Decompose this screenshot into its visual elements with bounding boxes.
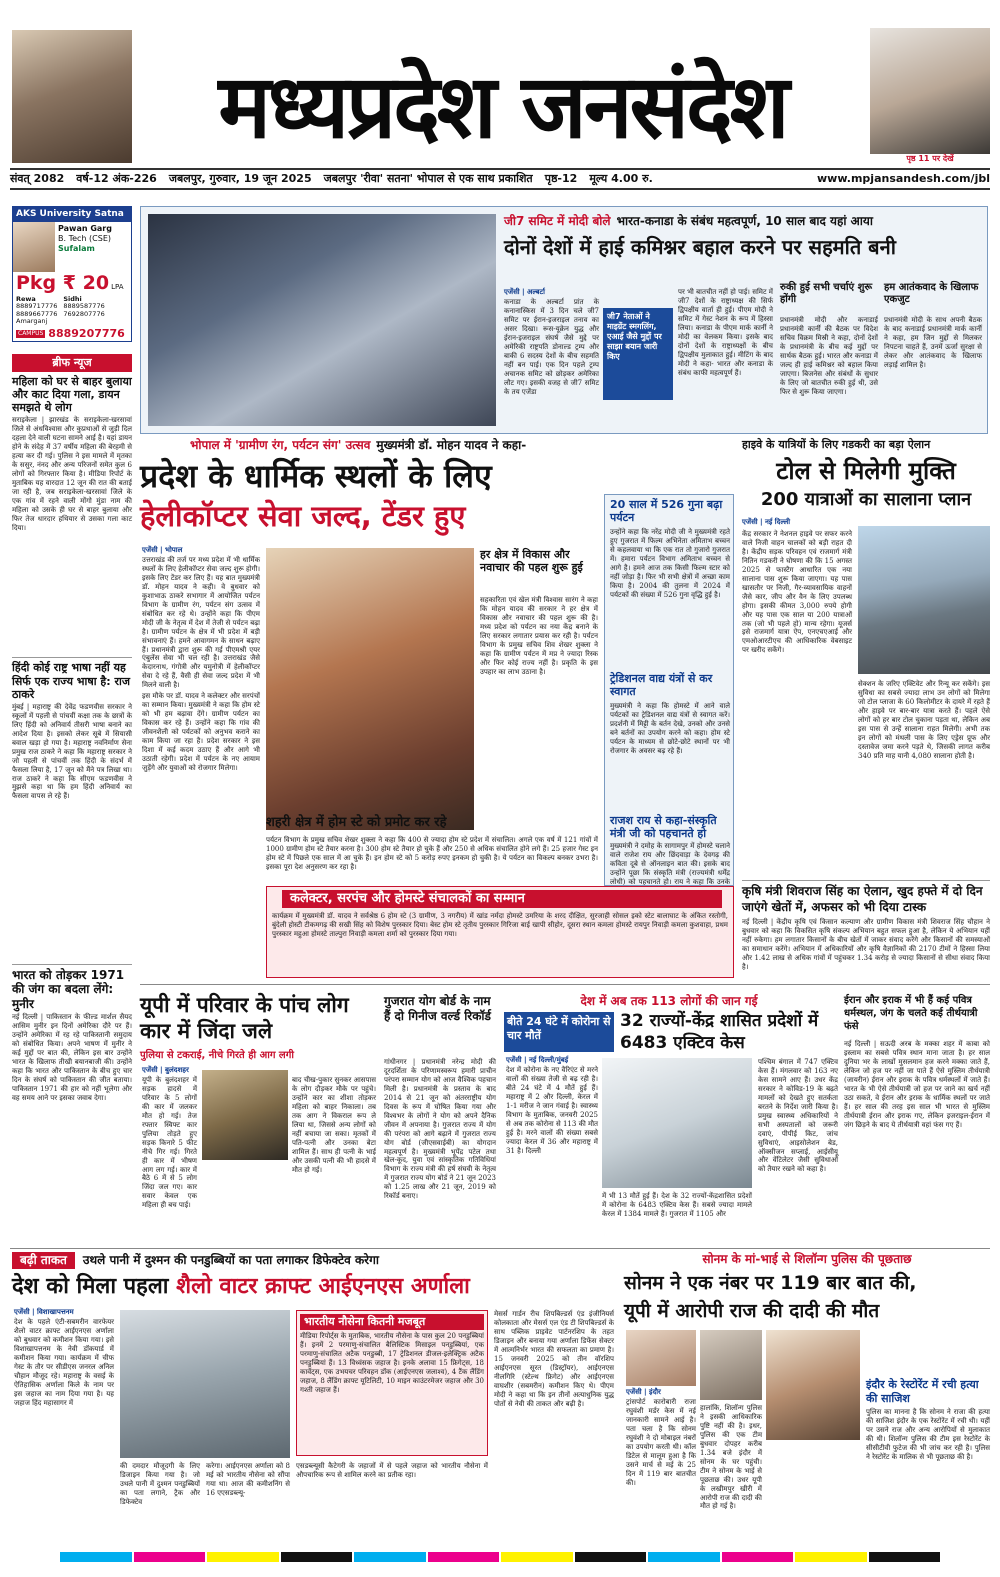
heli-dateline: एजेंसी | भोपाल	[142, 546, 183, 554]
iran-text: नई दिल्ली | सऊदी अरब के मक्का शहर में काबा को इस्लाम का सबसे पवित्र स्थान माना जाता है। हर साल दुनिया भर के लाखों मुसलमान हज करने मक्का जाते हैं, लेकिन जो हज पर नहीं जा पाते हैं ऐसे मुस्लिम तीर्थयात्री (जायरीन) ईरान और इराक के पवित्र धर्मस्थलों में जाते हैं। भारत के भी ऐसे तीर्थयात्री जो हज पर जाने का खर्च नहीं उठा सकते, वे ईरान और इराक के धार्मिक स्थलों पर जाते हैं। हर साल की तरह इस साल भी भारत से मुस्लिम तीर्थयात्री ईरान और इराक गए, लेकिन इजराइल-ईरान में जंग छिड़ने के बाद ये तीर्थयात्री वहां फंस गए हैं।	[844, 1040, 990, 1129]
heli-kicker-1: भोपाल में 'ग्रामीण रंग, पर्यटन संग' उत्सव	[190, 438, 371, 452]
sonam-dateline: एजेंसी | इंदौर	[626, 1388, 661, 1396]
navy-info-text: मीडिया रिपोर्ट्स के मुताबिक, भारतीय नौसेना के पास कुल 20 पनडुब्बियां हैं। इनमें 2 परमाणु-संचालित बैलिस्टिक मिसाइल पनडुब्बियां, एक परमाणु-संचालित अटैक पनडुब्बी, 17 ट्रेडिशनल डीजल-इलेक्ट्रिक अटैक पनडुब्बियां हैं। 13 विध्वंसक जहाज है। इनके अलावा 15 फ्रिगेट्स, 18 कार्वेट्स, एक उभयचर परिवहन डॉक (आईएनएस जलाश्व), 4 टैंक लैंडिंग जहाज, 8 लैंडिंग क्राफ्ट यूटिलिटी, 10 माइन काउंटरमेजर जहाज और 30 गश्ती जहाज हैं।	[300, 1332, 484, 1394]
navy-col-5: मेसर्स गार्डन रीच शिपबिल्डर्स एंड इंजीनियर्स कोलकाता और मेसर्स एल एंड टी शिपबिल्डर्स के साथ पब्लिक प्राइवेट पार्टनरशिप के तहत डिजाइन और बनाया गया अर्णाला डिफेंस सेक्टर में आत्मनिर्भर भारत की सफलता का प्रमाण है। 15 जनवरी 2025 को तीन वॉरशिप आईएनएस सूरत (डिस्ट्रॉयर), आईएनएस नीलगिरि (स्टेल्थ फ्रिगेट) और आईएनएस वाघशीर (सबमरीन) कमीशन किए थे। पीएम मोदी ने कहा था कि इन तीनों अत्याधुनिक युद्ध पोतों से नेवी की ताकत और बढ़ी है।	[494, 1310, 614, 1408]
ad-phone2b: 7692807776	[63, 309, 105, 318]
ad-package: Pkg ₹ 20	[16, 272, 110, 295]
up-dateline: एजेंसी | बुलंदशहर	[142, 1066, 189, 1074]
navy-headline-1: देश को मिला पहला	[12, 1274, 169, 1299]
tourism-box2-text: मुख्यमंत्री ने कहा कि होमस्टे में आने वाले पर्यटकों का ट्रेडिशनल वाद्य यंत्रों से स्वागत करें। प्रदर्शनी में मिट्टी के बर्तन देखे, उनको और उनसे बने बर्तनों का उपयोग करने को कहा। होम स्टे पर्यटन के माध्यम से छोटे-छोटे स्थानों पर भी रोजगार के अवसर बढ़ रहे हैं।	[610, 702, 730, 755]
navy-kicker-row	[12, 1252, 616, 1269]
brief-headline-1: महिला को घर से बाहर बुलाया और काट दिया गला, डायन समझते थे लोग	[12, 374, 132, 415]
ad-phone1b: 8889667776	[16, 309, 58, 318]
heli-photo-caption: शहरी क्षेत्र में होम स्टे को प्रमोट कर रहे	[266, 815, 447, 830]
toll-col-1: केंद्र सरकार ने नेशनल हाइवे पर सफर करने वाले निजी वाहन चालकों को बड़ी राहत दी है। केंद्रीय सड़क परिवहन एवं राजमार्ग मंत्री नितिन गडकरी ने घोषणा की कि 15 अगस्त 2025 से फास्टैग आधारित एक नया सालाना पास शुरू किया जाएगा। यह पास खासतौर पर निजी, गैर-व्यावसायिक वाहनों जैसे कार, जीप और वैन के लिए उपलब्ध होगा। इसकी कीमत 3,000 रुपये होगी और यह पास एक साल या 200 यात्राओं तक (जो भी पहले हो) मान्य रहेगा। यूजर्स इसे राजमार्ग यात्रा ऐप, एनएचएआई और एमओआरटीएच की आधिकारिक वेबसाइट पर खरीद सकेंगे।	[742, 530, 852, 655]
up-fire-photo	[202, 1070, 288, 1160]
covid-col-1: देश में कोरोना के नए वैरिएंट से मरने वालों की संख्या तेजी से बढ़ रही है। बीते 24 घंटे में 4 मौतें हुई हैं। महाराष्ट्र में 2 और दिल्ली, केरल में 1-1 मरीज ने जान गंवाई है। स्वास्थ्य विभाग के मुताबिक, जनवरी 2025 से अब तक कोरोना से 113 की मौत हुई है। मरने वालों की संख्या सबसे ज्यादा केरल में 36 और महाराष्ट्र में 31 है। दिल्ली	[506, 1066, 598, 1155]
sonam-inset-photo	[766, 1330, 860, 1440]
heli-mid-text: सहकारिता एवं खेल मंत्री विश्वास सारंग ने कहा कि मोहन यादव की सरकार ने हर क्षेत्र में विकास और नवाचार की पहल शुरू की है। मध्य प्रदेश को पर्यटन का नया केंद्र बनाने के लिए सरकार लगातार प्रयास कर रही है। पर्यटन विभाग के प्रमुख सचिव शिव शेखर शुक्ला ने कहा कि ग्रामीण पर्यटन में मप्र ने ज्यादा रिस्क और फिर कोई राज्य नहीं है। प्रकृति के इस उपहार का लाभ उठाना है।	[480, 596, 598, 676]
up-col-2: बाद चीख-पुकार सुनकर आसपास के लोग दौड़कर मौके पर पहुंचे। उन्होंने कार का शीशा तोड़कर महिला को बाहर निकाला। तब तक आग ने विकराल रूप ले लिया था, जिससे अन्य लोगों को नहीं बचाया जा सका। मृतकों में पति-पत्नी और उनका बेटा शामिल हैं। साथ ही पत्नी के भाई और उसकी पत्नी की भी हादसे में मौत हो गई।	[292, 1076, 376, 1174]
brief-news-column	[12, 354, 132, 1242]
heli-body-3: पर्यटन विभाग के प्रमुख सचिव शेखर शुक्ला ने कहा कि 400 से ज्यादा होम स्टे प्रदेश में संचालित। अगले एक वर्ष में 121 गांवों में 1000 ग्रामीण होम स्टे तैयार करना है। 300 होम स्टे तैयार हो चुके हैं और 250 से अधिक संचालित होने लगे हैं। 25 हजार गेस्ट इन होम स्टे में पिछले एक साल में आ चुके हैं। इन होम स्टे को 5 करोड़ रुपए इनकम हो चुकी है। ये पर्यटन का विकल्प बनकर उभरा है। इसका पूरा देश अनुसरण कर रहा है।	[266, 836, 598, 871]
dateline-price: मूल्य 4.00 रु.	[589, 172, 653, 186]
navy-info-headline: भारतीय नौसेना कितनी मजबूत	[300, 1314, 484, 1330]
ad-student-photo	[13, 222, 55, 272]
ad-university: AKS University Satna	[13, 207, 131, 222]
sonam-headline-1: सोनम ने एक नंबर पर 119 बार बात की,	[624, 1272, 917, 1294]
heli-headline-1: प्रदेश के धार्मिक स्थलों के लिए	[140, 457, 492, 495]
ad-package-unit: LPA	[111, 283, 124, 292]
yoga-headline: गुजरात योग बोर्ड के नाम हैं दो गिनीज वर्ल्ड रिकॉर्ड	[384, 994, 491, 1023]
dateline-editions: जबलपुर 'रीवा' सतना' भोपाल से एक साथ प्रकाशित	[323, 172, 533, 186]
university-ad[interactable]	[12, 206, 132, 342]
brief-news-header: ब्रीफ न्यूज	[12, 354, 132, 372]
navy-kicker: बढ़ी ताकत	[12, 1252, 75, 1269]
covid-headline: 32 राज्यों-केंद्र शासित प्रदेशों में 6483 एक्टिव केस	[620, 1011, 819, 1053]
brief-text-1: सराइकेला | झारखंड के सराइकेला-खरसावां जिले से अंधविश्वास और कुप्रथाओं से जुड़ी दिल दहला देने वाली घटना सामने आई है। यहां डायन होने के संदेह में 37 वर्षीय महिला की बेरहमी से हत्या कर दी गई। पुलिस ने इस मामले में मृतका के ससुर, नंनद और अन्य परिजनों समेत कुल 6 लोगों को गिरफ्तार किया है। मीडिया रिपोर्ट के मुताबिक यह वारदात 12 जून की रात की बताई जा रही है, जब सराइकेला-खरसावां जिले के एक गांव में रहने वाली मोंगो मुंडा नाम की महिला को उसके ही घर से बाहर बुलाया और फिर तेज धारदार हथियार से उसका गला काट दिया।	[12, 416, 132, 532]
yoga-text: गांधीनगर | प्रधानमंत्री नरेन्द्र मोदी की दूरदर्शिता के परिणामस्वरूप हमारी प्राचीन परंपरा सम्मान योग को आज वैश्विक पहचान मिली है। प्रधानमंत्री के प्रस्ताव के बाद 2014 से 21 जून को अंतरराष्ट्रीय योग दिवस के रूप में घोषित किया गया और विश्वभर के लोगों ने योग को अपने दैनिक जीवन में अपनाया है। गुजरात राज्य में योग की परंपरा को आगे बढ़ाने में गुजरात राज्य योग बोर्ड (जीएसवाईबी) का योगदान महत्वपूर्ण है। मुख्यमंत्री भूपेंद्र पटेल तथा खेल-कूद, युवा एवं सांस्कृतिक गतिविधियां विभाग के राज्य मंत्री की हर्ष संघवी के नेतृत्व में गुजरात राज्य योग बोर्ड ने 21 जून 2023 को 1.25 लाख और 21 जून, 2019 को रिकॉर्ड बनाए।	[384, 1058, 496, 1201]
heli-event-photo	[266, 548, 474, 830]
navy-kicker-text: उथले पानी में दुश्मन की पनडुब्बियों का पता लगाकर डिफेक्टेव करेगा	[82, 1253, 379, 1267]
dateline-bar	[10, 168, 990, 190]
ad-city1: Rewa	[16, 295, 36, 303]
g7-col-2: पर भी बातचीत नहीं हो पाई। समिट में जी7 देशों के राष्ट्राध्यक्ष की सिर्फ द्विपक्षीय वार्ता ही हुई। पीएम मोदी ने समिट में गेस्ट नेशन के रूप में हिस्सा लिया। कनाडा के पीएम मार्क कार्नी ने मोदी का वेलकम किया। इसके बाद दोनों देशों के राष्ट्राध्यक्षों के बीच द्विपक्षीय मुलाकात हुई। मीटिंग के बाद मोदी ने कहा- भारत और कनाडा के संबंध काफी महत्वपूर्ण हैं।	[678, 288, 773, 377]
toll-kicker: हाइवे के यात्रियों के लिए गडकरी का बड़ा ऐलान	[742, 438, 931, 451]
iran-headline: ईरान और इराक में भी हैं कई पवित्र धर्मस्थल, जंग के चलते कई तीर्थयात्री फंसे	[844, 995, 978, 1032]
g7-side-headline: रुकी हुई सभी चर्चाएं शुरू होंगी	[780, 282, 873, 305]
navy-headline-row	[12, 1272, 616, 1302]
sonam-side-headline: इंदौर के रेस्टोरेंट में रची हत्या की साजिश	[866, 1378, 979, 1405]
print-color-bar	[60, 1552, 940, 1562]
tourism-box3-text: मुख्यमंत्री ने दमोह के सागामपुर में होमस्टे चलाने वाले राजेश राय और छिंदवाड़ा के देवगढ़ की कविता दूबे से ऑनलाइन बात की। इसके बाद उन्होंने पूछा कि संस्कृति मंत्री (राज्यमंत्री धर्मेंद्र लोधी) को पहचानते हो। राय ने कहा कि उनके	[610, 842, 730, 887]
tourism-box-headline: 20 साल में 526 गुना बढ़ा पर्यटन	[610, 498, 723, 525]
dateline-place-date: जबलपुर, गुरुवार, 19 जून 2025	[168, 172, 312, 186]
tourism-box3-headline: राजश राय से कहा-संस्कृति मंत्री जी को पहचानते हो मुख्यमंत्री ने दमोह के सागामपुर में होमस्टे चलाने वाले राजेश राय और छिंदवाड़ा के देवगढ़ की कविता दूबे से ऑनलाइन बात की। इसके बाद उन्होंने पूछा कि संस्कृति मंत्री (राज्यमंत्री धर्मेंद्र लोधी) को पहचानते हो। राय ने कहा कि उनके	[610, 814, 730, 887]
toll-headline-1: टोल से मिलेगी मुक्ति	[776, 457, 956, 485]
heli-kicker-row	[190, 438, 735, 453]
tourism-box-text: उन्होंने कहा कि नरेंद्र मोदी जी ने मुख्यमंत्री रहते हुए गुजरात में फिल्म अभिनेता अमिताभ बच्चन से कहलवाया था कि एक रात तो गुजारो गुजरात में। हमारा पर्यटन विभाग अमिताभ बच्चन से आगे है। हमने आज तक किसी फिल्म स्टार को नहीं जोड़ा है। फिर भी सभी क्षेत्रों में अच्छा काम किया है। 2004 की तुलना में 2024 में पर्यटकों की संख्या में 526 गुना वृद्धि हुई है।	[610, 528, 730, 599]
navy-col-3: करेगा। आईएनएस अर्णाला को 8 मई को भारतीय नौसेना को सौंपा गया था। आज की कमीशनिंग से 16 एएसडब्ल्यू-	[206, 1462, 290, 1497]
g7-dateline: एजेंसी | अल्बर्टा	[504, 288, 545, 296]
toll-col-2: सेक्शन के जरिए एक्टिवेट और रिन्यू कर सकेंगे। इस सुविधा का सबसे ज्यादा लाभ उन लोगों को मिलेगा जो टोल प्लाजा के 60 किलोमीटर के दायरे में रहते हैं और हाइवे पर बार-बार यात्रा करते हैं। पहले ऐसे लोगों को हर बार टोल चुकाना पड़ता था, लेकिन अब इस पास से उन्हें सालाना राहत मिलेगी। अभी तक इन लोगों को मंथली पास के लिए एड्रेस प्रूफ और दस्तावेज जमा करने पड़ते थे, जिसकी लागत करीब 340 प्रति माह यानी 4,080 सालाना होती है।	[858, 680, 990, 760]
dateline-issue: वर्ष-12 अंक-226	[76, 172, 157, 186]
sonam-headline-2: यूपी में आरोपी राज की दादी की मौत	[624, 1300, 880, 1322]
g7-kicker-row	[504, 214, 982, 229]
masthead-left-photo	[12, 30, 132, 163]
up-col-1: यूपी के बुलंदशहर में सड़क हादसे में परिवार के 5 लोगों की कार में जलकर मौत हो गई। तेज रफ्तार स्विफ्ट कार पुलिया तोड़ते हुए सड़क किनारे 5 फीट नीचे गिर गई। गिरते ही कार में भीषण आग लग गई। कार में बैठे 6 में से 5 लोग जिंदा जल गए। कार सवार केवल एक महिला ही बच पाई।	[142, 1076, 197, 1210]
masthead-photo-caption: पृष्ठ 11 पर देखें	[906, 154, 954, 163]
ad-phone2a: 8889587776	[63, 302, 105, 311]
heli-mid-headline: हर क्षेत्र में विकास और नवाचार की पहल शुरू हुई	[480, 548, 583, 575]
tourism-box2-headline: ट्रेडिशनल वाद्य यंत्रों से कर स्वागत	[610, 672, 713, 699]
navy-headline-2: शैलो वाटर क्राफ्ट आईएनएस अर्णाला	[176, 1274, 470, 1299]
ad-city2: Sidhi	[63, 295, 82, 303]
covid-ppe-photo	[602, 1058, 752, 1188]
ad-campus-phone: 8889207776	[48, 326, 125, 340]
g7-side-text: प्रधानमंत्री मोदी और कनाडाई प्रधानमंत्री कार्नी की बैठक पर विदेश सचिव विक्रम मिस्री ने कहा, दोनों देशों के प्रधानमंत्री के बीच कई मुद्दों पर सार्थक बैठक हुई। भारत और कनाडा में जल्द ही हाई कमिश्नर को बहाल किया जाएगा। बिजनेस और संबंधों के सुधार के लिए जो बातचीत रुकी हुई थी, उसे फिर से शुरू किया जाएगा।	[780, 316, 878, 396]
up-headline: यूपी में परिवार के पांच लोग कार में जिंदा जले	[140, 993, 349, 1043]
heli-kicker-2: मुख्यमंत्री डॉ. मोहन यादव ने कहा-	[376, 438, 527, 452]
g7-kicker: जी7 समिट में मोदी बोले	[504, 214, 611, 228]
toll-dateline: एजेंसी | नई दिल्ली	[742, 518, 791, 526]
brief-text-2: मुंबई | महाराष्ट्र की देवेंद्र फडणवीस सरकार ने स्कूलों में पहली से पांचवीं कक्षा तक के छात्रों के लिए हिंदी को अनिवार्य तीसरी भाषा बनाने का आदेश दिया है। इसको लेकर सूबे में सियासी बवाल खड़ा हो गया है। महाराष्ट्र नवनिर्माण सेना प्रमुख राज ठाकरे ने कहा कि महाराष्ट्र सरकार ने जो पहली से पांचवीं तक हिंदी के संदर्भ में फैसला लिया है, 17 जून को मैंने पत्र लिखा था। राज ठाकरे ने कहा कि सीएम फडणवीस ने मुझसे कहा था कि हम हिंदी अनिवार्य का फैसला वापस ले रहे हैं।	[12, 702, 132, 801]
dateline-samvat: संवत् 2082	[10, 172, 65, 186]
ad-city3: Amarganj	[16, 317, 48, 326]
divider-row4	[10, 1248, 990, 1249]
g7-leaders-photo	[148, 214, 496, 426]
navy-col-2: की दमदार मौजूदगी के लिए डिजाइन किया गया है। जो उथले पानी में दुश्मन पनडुब्बियों का पता लगाने, ट्रैक और डिफेक्टेव	[120, 1462, 200, 1506]
masthead-right-photo	[870, 28, 990, 154]
heli-body-2: इस मौके पर डॉ. यादव ने कलेक्टर और सरपंचों का सम्मान किया। मुख्यमंत्री ने कहा कि होम स्टे को भी हम बढ़ावा देंगे। ग्रामीण पर्यटन का विकास कर रहे हैं। उन्होंने कहा कि गांव की जीवनशैली को पर्यटकों को अनुभव कराने का काम किया जा रहा है। प्रदेश सरकार ने इस दिशा में कई कदम उठाए हैं और आगे भी उठाती रहेगी। प्रदेश में पर्यटन के नए आयाम जुड़ेंगे और युवाओं को रोजगार मिलेगा।	[142, 692, 260, 772]
up-sub: पुलिया से टकराई, नीचे गिरते ही आग लगी	[140, 1050, 294, 1061]
covid-col-3: पश्चिम बंगाल में 747 एक्टिव केस हैं। मंगलवार को 163 नए केस सामने आए हैं। उधर केंद्र सरकार ने कोविड-19 के बढ़ते मामलों को देखते हुए सतर्कता बरतने के निर्देश जारी किया है। प्रमुख स्वास्थ्य अधिकारियों ने सभी अस्पतालों को जरूरी दवाएं, पीपीई किट, जांच सुविधाएं, आइसोलेशन बेड, ऑक्सीजन सप्लाई, आईसीयू और वेंटिलेटर जैसी सुविधाओं को तैयार रखने को कहा है।	[758, 1058, 838, 1174]
navy-dateline: एजेंसी | विशाखापत्तनम	[14, 1308, 74, 1316]
covid-dateline: एजेंसी | नई दिल्ली/मुंबई	[506, 1056, 569, 1064]
sonam-col-2: हालांकि, शिलॉन्ग पुलिस ने इसकी आधिकारिक पुष्टि नहीं की है। इधर, पुलिस की एक टीम बुधवार दोपहर करीब 1.34 बजे इंदौर में सोनम के घर पहुंची। टीम ने सोनम के भाई से पूछताछ की। उधर यूपी के लखीमपुर खीरी में आरोपी राज की दादी की मौत हो गई है।	[700, 1404, 762, 1511]
krishi-text: नई दिल्ली | केंद्रीय कृषि एवं किसान कल्याण और ग्रामीण विकास मंत्री शिवराज सिंह चौहान ने बुधवार को कहा कि विकसित कृषि संकल्प अभियान बहुत सफल हुआ है, लेकिन ये अभियान यहीं नहीं रुकेगा। हम लगातार किसानों के बीच खेतों में जाकर संवाद करेंगे और किसानों की समस्याओं का समाधान करेंगे। अभियान में अधिकारियों और कृषि वैज्ञानिकों की 2170 टीमों ने हिस्सा लिया और 1.42 लाख से अधिक गांवों में पहुंचकर 1.34 करोड़ से ज्यादा किसानों से सीधा संवाद किया है।	[742, 918, 990, 971]
brief-headline-3: भारत को तोड़कर 1971 की जंग का बदला लेंगे: मुनीर	[12, 964, 132, 1011]
dateline-pages: पृष्ठ-12	[544, 172, 578, 186]
sonam-photo	[626, 1330, 696, 1386]
g7-quote-box: जी7 नेताओं ने माइग्रेंट स्मगलिंग, एआई जैसे मुद्दों पर साझा बयान जारी किए	[603, 308, 673, 400]
g7-headline: दोनों देशों में हाई कमिश्नर बहाल करने पर सहमति बनी	[504, 235, 896, 259]
ad-course: B. Tech (CSE)	[58, 234, 111, 244]
brief-text-3: नई दिल्ली | पाकिस्तान के फील्ड मार्शल सैयद आसिम मुनीर इन दिनों अमेरिका दौरे पर हैं। उन्होंने अमेरिका में रह रहे पाकिस्तानी समुदाय को संबोधित किया। अपने भाषण में मुनीर ने कई मुद्दों पर बात की, लेकिन इस बार उन्होंने भारत के खिलाफ तीखी बयानबाजी की। उन्होंने कहा कि भारत और पाकिस्तान के बीच हुए चार दिन के संघर्ष को पाकिस्तान की जीत बताया। पाकिस्तान 1971 की हार को नहीं भूलेगा और वह समय आने पर इसका जवाब देगा।	[12, 1013, 132, 1102]
brief-headline-2: हिंदी कोई राष्ट्र भाषा नहीं यह सिर्फ एक राज्य भाषा है: राज ठाकरे	[12, 657, 132, 701]
toll-highway-photo	[858, 526, 990, 674]
ad-phone1a: 8889717776	[16, 302, 58, 311]
ad-name: Pawan Garg	[58, 224, 112, 234]
g7-side2-headline: हम आतंकवाद के खिलाफ एकजुट	[884, 282, 979, 305]
navy-col-4: एसडब्ल्यूसी कैटेगरी के जहाजों में से पहले जहाज को भारतीय नौसेना में औपचारिक रूप से शामिल करने का प्रतीक रहा।	[296, 1462, 488, 1479]
sonam-kicker: सोनम के मां-भाई से शिलॉन्ग पुलिस की पूछताछ	[702, 1252, 912, 1266]
ad-campus-label: CAMPUS	[18, 330, 44, 337]
sonam-col-1: ट्रांसपोर्ट कारोबारी राजा रघुवंशी मर्डर केस में नई जानकारी सामने आई है। पता चला है कि सोनम रघुवंशी ने दो मोबाइल नंबरों का उपयोग करती थी। कॉल डिटेल से मालूम हुआ है कि उसने मार्च से मई के 25 दिन में 119 बार बातचीत की।	[626, 1398, 696, 1487]
g7-col-1: कनाडा के अल्बर्टा प्रांत के कनानास्किस में 3 दिन चले जी7 समिट पर ईरान-इजराइल तनाव का असर दिखा। रूस-यूक्रेन युद्ध और ईरान-इजराइल संघर्ष जैसे मुद्दे पर अमेरिकी राष्ट्रपति डोनाल्ड ट्रम्प और बाकी 6 सदस्य देशों के बीच सहमति नहीं बन पाई। एक दिन पहले ट्रम्प अचानक समिट को छोड़कर अमेरिका लौट गए। इसकी वजह से जी7 समिट के तय एजेंडा	[504, 298, 599, 396]
toll-headline-2: 200 यात्राओं का सालाना प्लान	[760, 489, 972, 510]
covid-col-2: में भी 13 मौतें हुई हैं। देश के 32 राज्यों-केंद्रशासित प्रदेशों में कोरोना के 6483 एक्टिव केस हैं। सबसे ज्यादा मामले केरल में 1384 मामले हैं। गुजरात में 1105 और	[602, 1192, 752, 1218]
masthead-title: मध्यप्रदेश जनसंदेश	[218, 54, 787, 158]
covid-kicker: देश में अब तक 113 लोगों की जान गई	[580, 994, 758, 1008]
divider-row3	[140, 984, 990, 985]
navy-col-1: देश के पहले एंटी-सबमरीन वारफेयर शैलो वाटर क्राफ्ट आईएनएस अर्णाला को बुधवार को कमीशन किया गया। इसे विशाखापत्तनम के नेवी डॉकयार्ड में कमीशन किया गया। कार्यक्रम में चीफ गेस्ट के तौर पर सीडीएस जनरल अनिल चौहान मौजूद रहे। महाराष्ट्र के वसई के ऐतिहासिक अर्णाला किले के नाम पर इस जहाज का नाम दिया गया है। यह जहाज हिंद महासागर में	[14, 1318, 114, 1407]
sonam-police-photo	[700, 1330, 762, 1400]
ad-company: Sufalam	[58, 244, 95, 254]
navy-ship-photo	[120, 1310, 290, 1458]
sonam-side-text: पुलिस का मानना है कि सोनम ने राजा की हत्या की साजिश इंदौर के एक रेस्टोरेंट में रची थी। यहीं पर उसने राज और अन्य आरोपियों से मुलाकात की थी। शिलॉन्ग पुलिस की टीम इस रेस्टोरेंट के सीसीटीवी फुटेज की भी जांच कर रही है। पुलिस ने रेस्टोरेंट के मालिक से भी पूछताछ की है।	[866, 1408, 990, 1461]
honor-headline: कलेक्टर, सरपंच और होमस्टे संचालकों का सम्मान	[282, 890, 722, 908]
dateline-website[interactable]: www.mpjansandesh.com/jbl	[817, 172, 990, 186]
honor-text: कार्यक्रम में मुख्यमंत्री डॉ. यादव ने सर्वश्रेष्ठ 6 होम स्टे (3 ग्रामीण, 3 नगरीय) में खांड नर्मदा होमस्टे उमरिया के शरद दीक्षित, सुरजाही सोसल इको स्टेट बालाघाट के अंकित रस्तोगी, बुंदेली होस्टी टीकमगढ़ की सखी सिंह को विशेष पुरस्कार दिया। बेस्ट होम स्टे तृतीय पुरस्कार गिरिजा बाई खापी सीहोर, दूसरा स्थान कमला होमस्टे रायपुर निवाड़ी कमला कुशवाहा, प्रथम पुरस्कार महुआ होमस्टे ताल्पुरा निवाड़ी कमला शर्मा को पुरस्कार दिया गया।	[272, 912, 728, 938]
g7-side2-text: प्रधानमंत्री मोदी के साथ अपनी बैठक के बाद कनाडाई प्रधानमंत्री मार्क कार्नी ने कहा, हम जिन मुद्दों से मिलकर निपटना चाहते हैं, उनमें ऊर्जा सुरक्षा से लेकर और आतंकवाद के खिलाफ लड़ाई शामिल है।	[884, 316, 982, 369]
covid-deaths-box: बीते 24 घंटे में कोरोना से चार मौतें	[504, 1012, 614, 1052]
heli-headline-2: हेलीकॉप्टर सेवा जल्द, टेंडर हुए	[140, 499, 466, 533]
krishi-headline: कृषि मंत्री शिवराज सिंह का ऐलान, खुद हफ्ते में दो दिन जाएंगे खेतों में, अफसर को भी दिया टास्क	[742, 880, 990, 915]
g7-sub: भारत-कनाडा के संबंध महत्वपूर्ण, 10 साल बाद यहां आया	[616, 214, 873, 228]
heli-body-1: उत्तराखंड की तर्ज पर मध्य प्रदेश में भी धार्मिक स्थलों के लिए हेलीकॉप्टर सेवा जल्द शुरू होगी। इसके लिए टेंडर कर लिए हैं। यह बात मुख्यमंत्री डॉ. मोहन यादव ने कही। वे बुधवार को कुशाभाऊ ठाकरे सभागार में आयोजित पर्यटन विभाग के ग्रामीण रंग, पर्यटन संग उत्सव में संबोधित कर रहे थे। उन्होंने कहा कि पीएम मोदी जी के नेतृत्व में देश में तेजी से पर्यटन बढ़ा है। ग्रामीण पर्यटन के क्षेत्र में भी प्रदेश में बड़ी संभावनाएं हैं। हमने आवागमन के साधन बढ़ाए हैं। प्रधानमंत्री द्वारा शुरू की गई पीएमश्री एयर एंबुलेंस सेवा भी चल रही है। उत्तराखंड जैसे केदारनाथ, गंगोत्री और यमुनोत्री में हेलीकॉप्टर सेवा दे रहे हैं, वैसी ही सेवा जल्द प्रदेश में भी मिलने वाली है। इस मौके पर डॉ. यादव ने कलेक्टर और सरपंचों का सम्मान किया। मुख्यमंत्री ने कहा कि होम स्टे को भी हम बढ़ावा देंगे। ग्रामीण पर्यटन का विकास कर रहे हैं। उन्होंने कहा कि गांव की जीवनशैली को पर्यटकों को अनुभव कराने का काम किया जा रहा है। प्रदेश सरकार ने इस दिशा में कई कदम उठाए हैं और आगे भी उठाती रहेगी। प्रदेश में पर्यटन के नए आयाम जुड़ेंगे और युवाओं को रोजगार मिलेगा।	[142, 556, 260, 772]
